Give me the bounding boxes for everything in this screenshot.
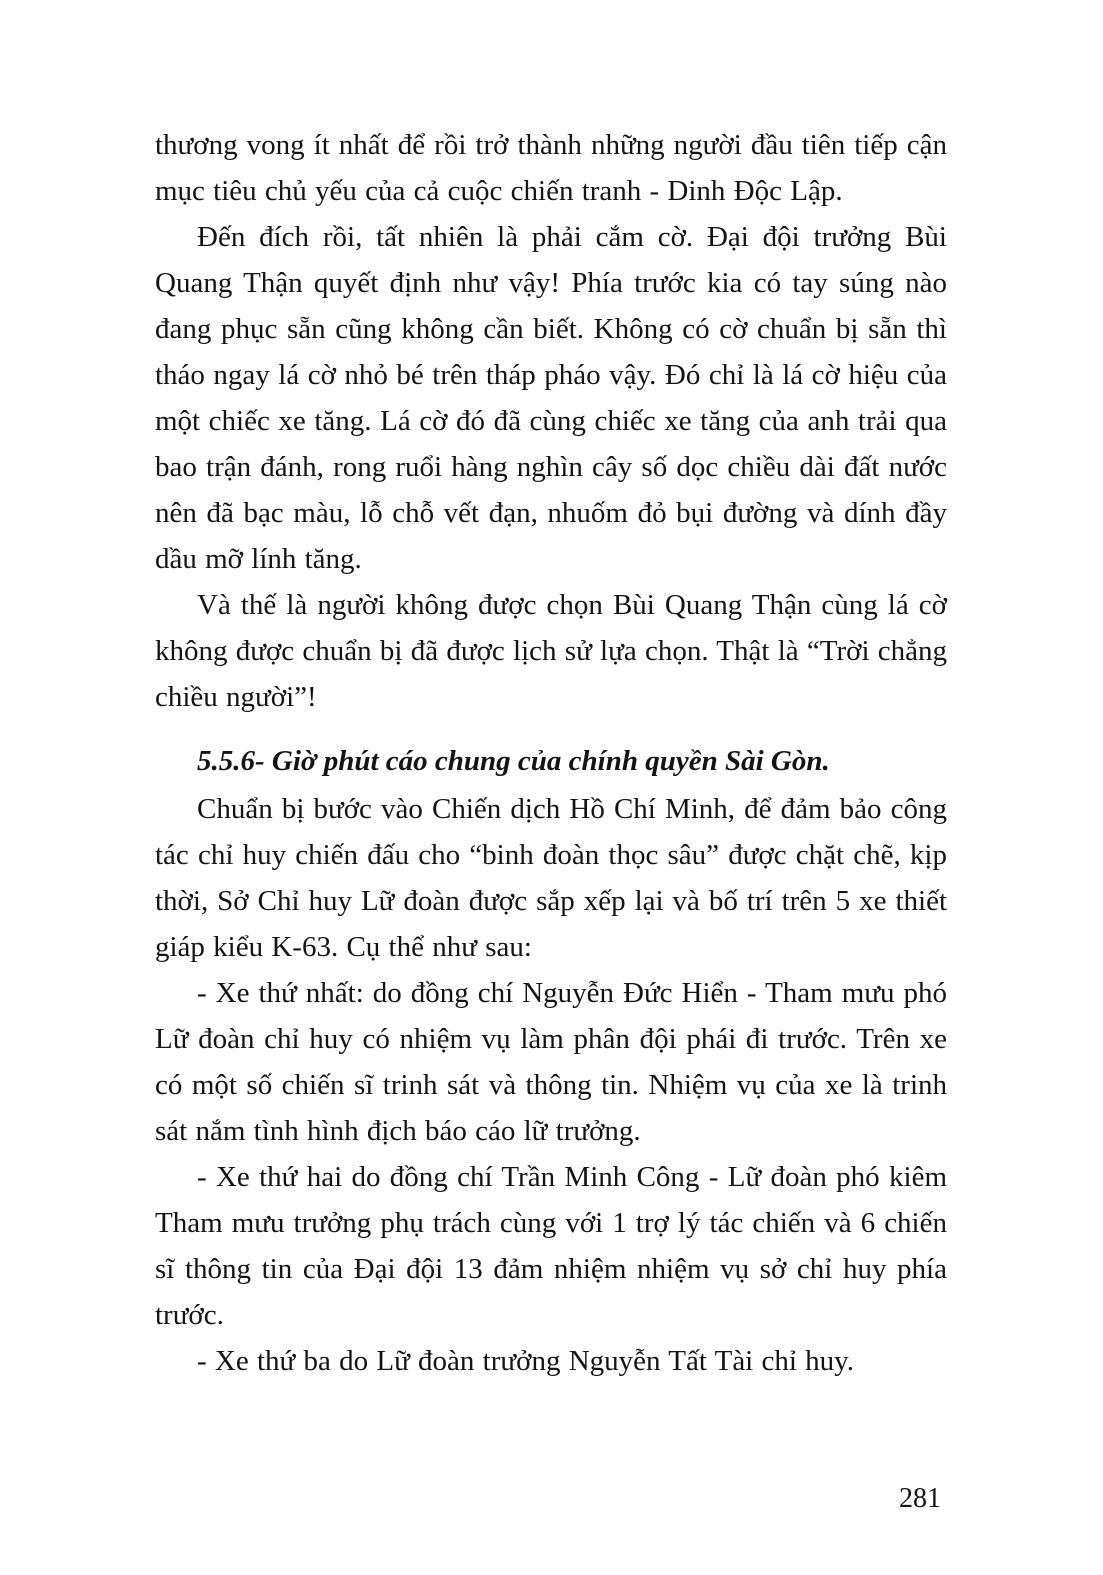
- paragraph: Đến đích rồi, tất nhiên là phải cắm cờ. Đại đội trưởng Bùi Quang Thận quyết định như vậy! Phía trước kia có tay súng nào đang phục sẵn cũng không cần biết. Không có cờ chuẩn bị sẵn thì tháo ngay lá cờ nhỏ bé trên tháp pháo vậy. Đó chỉ là lá cờ hiệu của một chiếc xe tăng. Lá cờ đó đã cùng chiếc xe tăng của anh trải qua bao trận đánh, rong ruổi hàng nghìn cây số dọc chiều dài đất nước nên đã bạc màu, lỗ chỗ vết đạn, nhuốm đỏ bụi đường và dính đầy dầu mỡ lính tăng.: [155, 221, 947, 575]
- text-block: [155, 122, 947, 1384]
- section-heading: 5.5.6- Giờ phút cáo chung của chính quyền Sài Gòn.: [197, 745, 830, 777]
- paragraph-list-item: - Xe thứ nhất: do đồng chí Nguyễn Đức Hiển - Tham mưu phó Lữ đoàn chỉ huy có nhiệm vụ làm phân đội phái đi trước. Trên xe có một số chiến sĩ trinh sát và thông tin. Nhiệm vụ của xe là trinh sát nắm tình hình địch báo cáo lữ trưởng.: [155, 977, 947, 1147]
- paragraph-list-item: - Xe thứ hai do đồng chí Trần Minh Công - Lữ đoàn phó kiêm Tham mưu trưởng phụ trách cùng với 1 trợ lý tác chiến và 6 chiến sĩ thông tin của Đại đội 13 đảm nhiệm nhiệm vụ sở chỉ huy phía trước.: [155, 1161, 947, 1331]
- paragraph-continuation: thương vong ít nhất để rồi trở thành những người đầu tiên tiếp cận mục tiêu chủ yếu của cả cuộc chiến tranh - Dinh Độc Lập.: [155, 129, 947, 207]
- paragraph: Và thế là người không được chọn Bùi Quang Thận cùng lá cờ không được chuẩn bị đã được lịch sử lựa chọn. Thật là “Trời chẳng chiều người”!: [155, 589, 947, 713]
- paragraph: Chuẩn bị bước vào Chiến dịch Hồ Chí Minh, để đảm bảo công tác chỉ huy chiến đấu cho “binh đoàn thọc sâu” được chặt chẽ, kịp thời, Sở Chỉ huy Lữ đoàn được sắp xếp lại và bố trí trên 5 xe thiết giáp kiểu K-63. Cụ thể như sau:: [155, 793, 947, 963]
- paragraph-list-item: - Xe thứ ba do Lữ đoàn trưởng Nguyễn Tất Tài chỉ huy.: [197, 1345, 855, 1377]
- page-number: 281: [899, 1483, 941, 1514]
